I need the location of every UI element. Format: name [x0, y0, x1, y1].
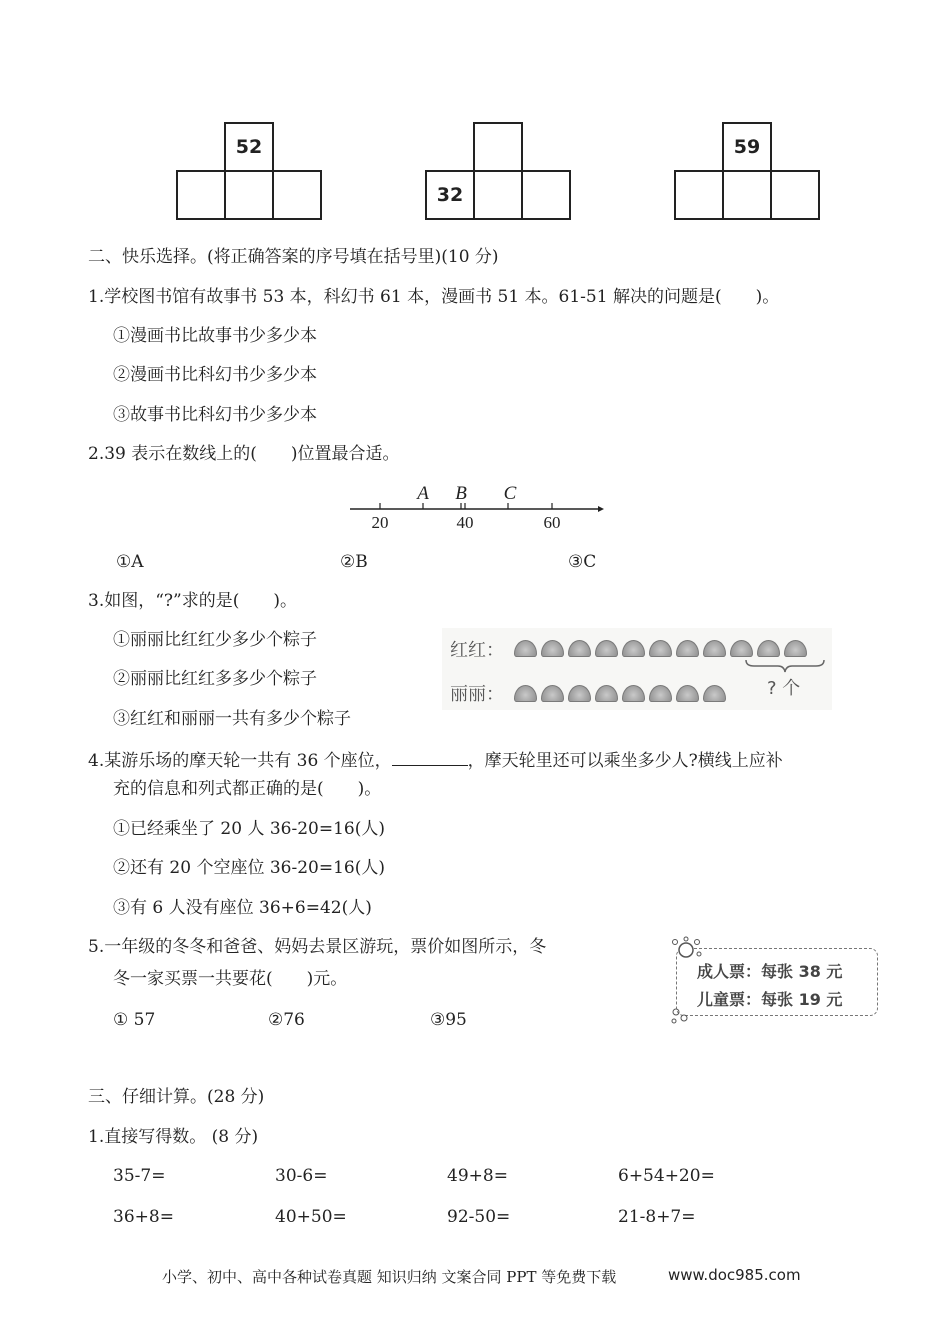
zongzi-figure	[442, 628, 832, 710]
question-4-text	[88, 747, 783, 772]
puzzle-box-bottom-mid[interactable]	[722, 170, 772, 220]
calc-2-3: 92-50=	[447, 1207, 511, 1227]
zongzi-row-honghong	[514, 638, 811, 657]
question-1-option-3[interactable]: ③故事书比科幻书少多少本	[113, 405, 317, 425]
zongzi-icon	[784, 640, 807, 657]
zongzi-icon	[541, 640, 564, 657]
zongzi-icon	[622, 640, 645, 657]
puzzle-box-top[interactable]: 59	[722, 122, 772, 172]
puzzle-box-top[interactable]	[473, 122, 523, 172]
question-1-option-2[interactable]: ②漫画书比科幻书少多少本	[113, 365, 317, 385]
section-2-heading: 二、快乐选择。(将正确答案的序号填在括号里)(10 分)	[88, 247, 499, 267]
question-4-text-line2: 充的信息和列式都正确的是( )。	[113, 779, 382, 799]
flower-decoration-icon	[668, 1004, 692, 1026]
name-honghong: 红红：	[450, 640, 504, 661]
child-ticket-price: 儿童票：每张 19 元	[697, 990, 843, 1009]
calc-2-2: 40+50=	[275, 1207, 347, 1227]
calc-1-4: 6+54+20=	[618, 1166, 715, 1186]
zongzi-icon	[568, 640, 591, 657]
zongzi-icon	[514, 640, 537, 657]
tick-label-60: 60	[543, 513, 561, 532]
puzzle-box-bottom-left[interactable]: 32	[425, 170, 475, 220]
calc-2-1: 36+8=	[113, 1207, 174, 1227]
question-5-option-3[interactable]: ③95	[430, 1010, 467, 1030]
question-5-option-2[interactable]: ②76	[268, 1010, 305, 1030]
calc-1-2: 30-6=	[275, 1166, 328, 1186]
puzzle-box-bottom-left[interactable]	[674, 170, 724, 220]
zongzi-icon	[676, 640, 699, 657]
question-1-option-1[interactable]: ①漫画书比故事书少多少本	[113, 326, 317, 346]
puzzle-box-bottom-right[interactable]	[521, 170, 571, 220]
puzzle-box-bottom-right[interactable]	[272, 170, 322, 220]
question-2-text: 2.39 表示在数线上的( )位置最合适。	[88, 444, 400, 464]
question-2-option-1[interactable]: ①A	[116, 552, 144, 572]
question-4-option-2[interactable]: ②还有 20 个空座位 36-20=16(人)	[113, 858, 385, 878]
question-5-text-line2: 冬一家买票一共要花( )元。	[113, 969, 348, 989]
question-5-option-1[interactable]: ① 57	[113, 1010, 156, 1030]
zongzi-icon	[703, 685, 726, 702]
question-3-option-3[interactable]: ③红红和丽丽一共有多少个粽子	[113, 709, 351, 729]
question-3-option-1[interactable]: ①丽丽比红红少多少个粽子	[113, 630, 317, 650]
zongzi-icon	[595, 685, 618, 702]
number-line-figure	[340, 478, 610, 538]
point-label-B: B	[455, 483, 467, 504]
footer-url[interactable]: www.doc985.com	[668, 1266, 801, 1284]
zongzi-icon	[514, 685, 537, 702]
question-5-text-line1: 5.一年级的冬冬和爸爸、妈妈去景区游玩，票价如图所示，冬	[88, 937, 547, 957]
zongzi-icon	[757, 640, 780, 657]
zongzi-icon	[649, 640, 672, 657]
question-4-text-part2: ，摩天轮里还可以乘坐多少人?横线上应补	[467, 751, 783, 771]
zongzi-icon	[595, 640, 618, 657]
zongzi-icon	[541, 685, 564, 702]
sun-decoration-icon	[670, 936, 704, 964]
puzzle-box-top[interactable]: 52	[224, 122, 274, 172]
adult-ticket-price: 成人票：每张 38 元	[697, 962, 843, 981]
footer-text: 小学、初中、高中各种试卷真题 知识归纳 文案合同 PPT 等免费下载	[162, 1268, 617, 1286]
zongzi-icon	[649, 685, 672, 702]
calc-1-3: 49+8=	[447, 1166, 508, 1186]
zongzi-icon	[622, 685, 645, 702]
puzzle-box-bottom-left[interactable]	[176, 170, 226, 220]
brace-icon	[744, 658, 826, 674]
zongzi-row-lili	[514, 683, 730, 702]
question-4-option-3[interactable]: ③有 6 人没有座位 36+6=42(人)	[113, 898, 372, 918]
section-3-question-1: 1.直接写得数。 (8 分)	[88, 1127, 259, 1147]
question-2-option-3[interactable]: ③C	[568, 552, 597, 572]
section-3-heading: 三、仔细计算。(28 分)	[88, 1087, 265, 1107]
question-2-option-2[interactable]: ②B	[340, 552, 368, 572]
calc-2-4: 21-8+7=	[618, 1207, 696, 1227]
calc-1-1: 35-7=	[113, 1166, 166, 1186]
question-count-label: ? 个	[767, 678, 801, 699]
puzzle-box-bottom-mid[interactable]	[224, 170, 274, 220]
zongzi-icon	[730, 640, 753, 657]
name-lili: 丽丽：	[450, 684, 504, 705]
number-line-arrow-icon	[598, 506, 604, 512]
puzzle-box-bottom-mid[interactable]	[473, 170, 523, 220]
tick-label-20: 20	[371, 513, 389, 532]
question-4-text-part1: 4.某游乐场的摩天轮一共有 36 个座位，	[88, 751, 392, 771]
point-label-C: C	[503, 483, 517, 504]
zongzi-icon	[568, 685, 591, 702]
puzzle-box-bottom-right[interactable]	[770, 170, 820, 220]
question-4-option-1[interactable]: ①已经乘坐了 20 人 36-20=16(人)	[113, 819, 385, 839]
question-1-text: 1.学校图书馆有故事书 53 本，科幻书 61 本，漫画书 51 本。61-51 解决的问题是( )。	[88, 287, 780, 307]
zongzi-icon	[703, 640, 726, 657]
question-3-text: 3.如图，“?”求的是( )。	[88, 591, 297, 611]
tick-label-40: 40	[456, 513, 474, 532]
zongzi-icon	[676, 685, 699, 702]
point-label-A: A	[417, 483, 429, 504]
ticket-price-sign	[676, 948, 878, 1016]
question-3-option-2[interactable]: ②丽丽比红红多多少个粽子	[113, 669, 317, 689]
question-4-blank[interactable]	[392, 747, 468, 766]
